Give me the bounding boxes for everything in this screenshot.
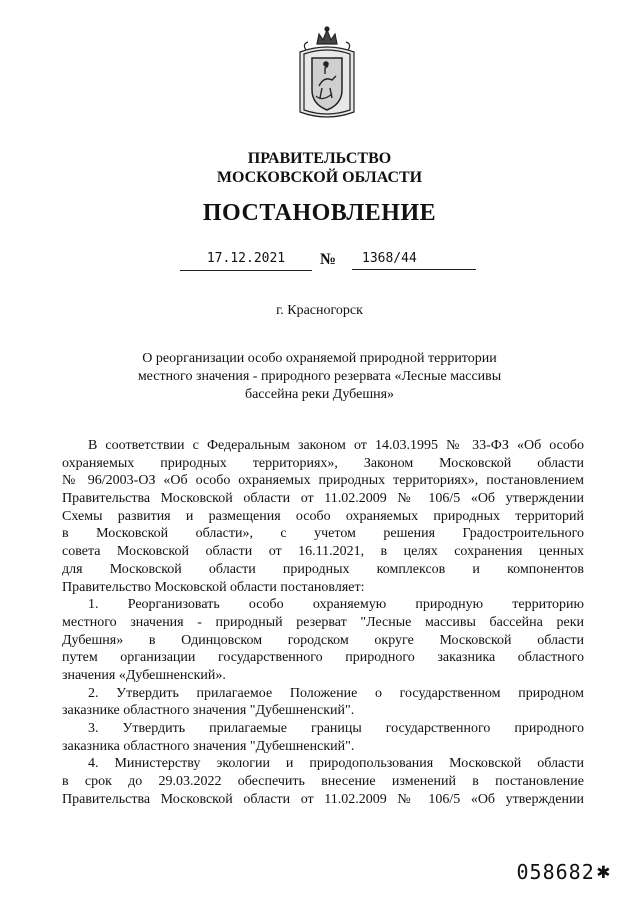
body-line: Правительство Московской области постановляет: — [62, 579, 365, 595]
body-line: охраняемых природных территориях», Законом Московской области — [62, 455, 584, 471]
body-line: В соответствии с Федеральным законом от 14.03.1995 № 33-ФЗ «Об особо — [88, 438, 584, 453]
body-line: 3. Утвердить прилагаемые границы государственного природного — [88, 721, 584, 736]
body-line: для Московской области природных комплексов и компонентов — [62, 561, 584, 577]
body-line: в срок до 29.03.2022 обеспечить внесение изменений в постановление — [62, 774, 584, 790]
body-line: Дубешня» в Одинцовском городском округе Московской области — [62, 632, 584, 648]
body-line: путем организации государственного природного заказника областного — [62, 650, 584, 666]
title-line: бассейна реки Дубешня» — [244, 387, 395, 402]
body-line: местного значения - природный резерват "Лесные массивы бассейна реки — [62, 614, 584, 630]
body-line: в Московской области», с учетом решения Градостроительного — [62, 526, 584, 542]
date-number-line — [180, 250, 480, 272]
document-type-heading: ПОСТАНОВЛЕНИЕ — [202, 200, 437, 226]
serial-number — [517, 860, 612, 884]
body-line: 1. Реорганизовать особо охраняемую природную территорию — [88, 597, 584, 613]
document-body — [62, 437, 584, 808]
serial-star-icon: ✱ — [596, 859, 611, 884]
body-line: 2. Утвердить прилагаемое Положение о государственном природном — [88, 685, 584, 701]
title-line: местного значения - природного резервата «Лесные массивы — [137, 369, 502, 384]
body-line: Схемы развития и размещения особо охраняемых природных территорий — [62, 508, 584, 524]
body-line: совета Московской области от 16.11.2021, в целях сохранения ценных — [62, 544, 584, 560]
city-line: г. Красногорск — [276, 303, 363, 318]
coat-of-arms-icon — [292, 24, 362, 124]
document-date: 17.12.2021 — [180, 250, 312, 271]
document-number: 1368/44 — [352, 250, 476, 270]
serial-digits: 058682 — [516, 860, 595, 884]
body-line: Правительства Московской области от 11.02.2009 № 106/5 «Об утверждении — [62, 491, 584, 507]
document-title — [80, 350, 559, 404]
title-line: О реорганизации особо охраняемой природной территории — [142, 351, 497, 366]
body-line: значения «Дубешненский». — [62, 667, 226, 683]
body-line: Правительства Московской области от 11.02.2009 № 106/5 «Об утверждении — [62, 791, 584, 807]
body-line: заказнике областного значения "Дубешненский". — [62, 703, 355, 719]
body-line: заказника областного значения "Дубешненский". — [62, 738, 355, 754]
number-sign: № — [320, 251, 337, 268]
body-line: 4. Министерству экологии и природопользования Московской области — [88, 756, 584, 772]
government-name-line1: ПРАВИТЕЛЬСТВО — [247, 150, 392, 167]
government-name-line2: МОСКОВСКОЙ ОБЛАСТИ — [216, 169, 423, 186]
body-line: № 96/2003-ОЗ «Об особо охраняемых природных территориях», постановлением — [62, 473, 584, 489]
